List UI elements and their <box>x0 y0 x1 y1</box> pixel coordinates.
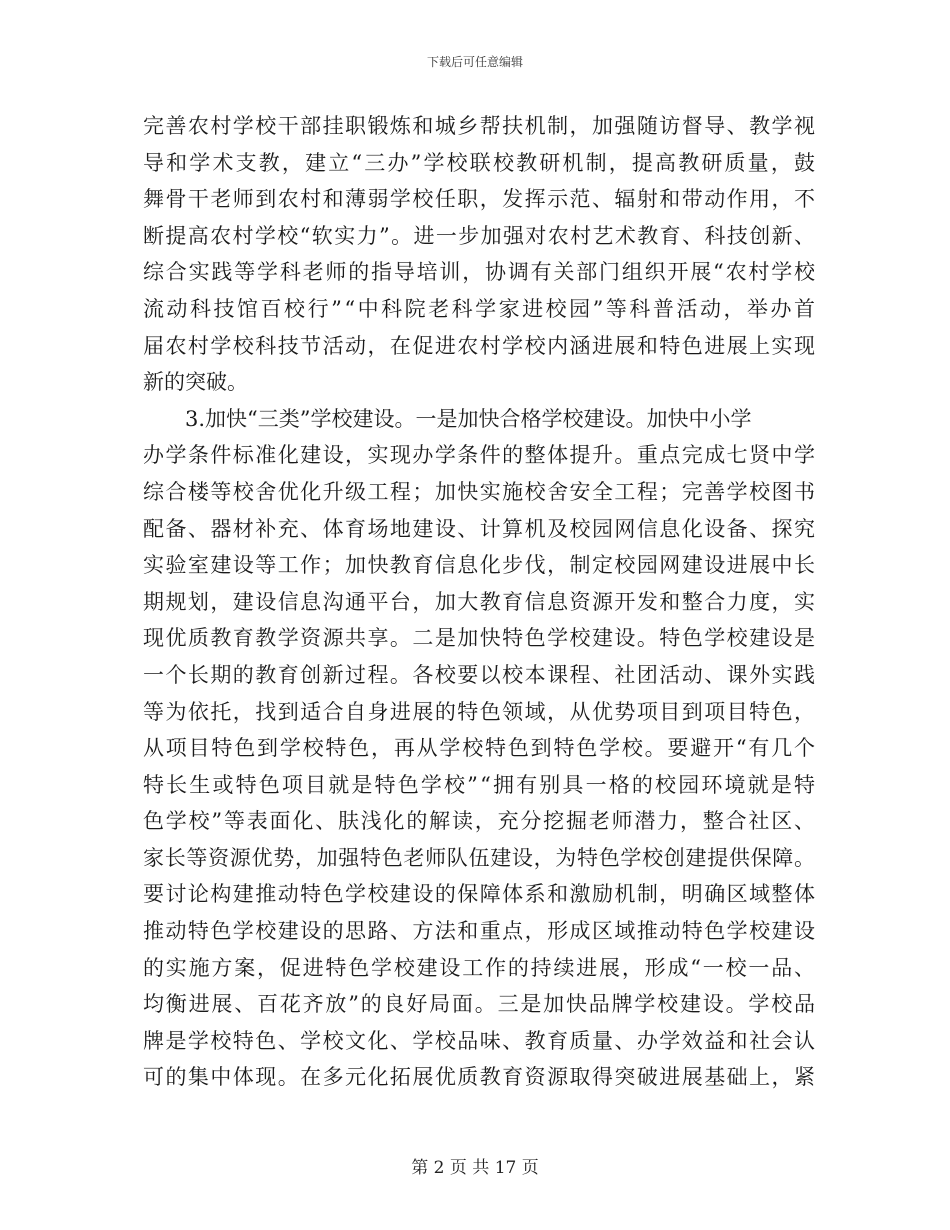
text-line: 届农村学校科技节活动，在促进农村学校内涵进展和特色进展上实现 <box>143 333 817 358</box>
text-line: 新的突破。 <box>143 370 248 395</box>
text-line: 牌是学校特色、学校文化、学校品味、教育质量、办学效益和社会认 <box>143 1028 817 1053</box>
text-line: 特长生或特色项目就是特色学校”“拥有别具一格的校园环境就是特 <box>143 772 818 797</box>
text-line: 实验室建设等工作；加快教育信息化步伐，制定校园网建设进展中长 <box>143 553 817 578</box>
text-line: 从项目特色到学校特色，再从学校特色到特色学校。要避开“有几个 <box>143 736 817 761</box>
text-line: 的实施方案，促进特色学校建设工作的持续进展，形成“一校一品、 <box>143 955 817 980</box>
text-line: 均衡进展、百花齐放”的良好局面。三是加快品牌学校建设。学校品 <box>143 992 817 1017</box>
text-line: 色学校”等表面化、肤浅化的解读，充分挖掘老师潜力，整合社区、 <box>143 809 817 834</box>
text-line: 期规划，建设信息沟通平台，加大教育信息资源开发和整合力度，实 <box>143 589 817 614</box>
text-line: 舞骨干老师到农村和薄弱学校任职，发挥示范、辐射和带动作用，不 <box>143 187 817 212</box>
paragraph-start-line: 3.加快“三类”学校建设。一是加快合格学校建设。加快中小学 <box>185 406 752 431</box>
text-line: 综合楼等校舍优化升级工程；加快实施校舍安全工程；完善学校图书 <box>143 479 817 504</box>
text-line: 完善农村学校干部挂职锻炼和城乡帮扶机制，加强随访督导、教学视 <box>143 114 817 138</box>
text-line: 综合实践等学科老师的指导培训，协调有关部门组织开展“农村学校 <box>143 260 817 285</box>
text-line: 配备、器材补充、体育场地建设、计算机及校园网信息化设备、探究 <box>143 516 817 541</box>
text-line: 导和学术支教，建立“三办”学校联校教研机制，提高教研质量，鼓 <box>143 150 818 175</box>
text-line: 现优质教育教学资源共享。二是加快特色学校建设。特色学校建设是 <box>143 626 817 651</box>
text-line: 流动科技馆百校行”“中科院老科学家进校园”等科普活动，举办首 <box>143 296 818 321</box>
text-line: 一个长期的教育创新过程。各校要以校本课程、社团活动、课外实践 <box>143 662 817 687</box>
text-line: 办学条件标准化建设，实现办学条件的整体提升。重点完成七贤中学 <box>143 443 817 468</box>
document-body <box>143 108 818 1096</box>
page-header: 下载后可任意编辑 <box>426 55 523 69</box>
page-number: 第 2 页 共 17 页 <box>411 1158 539 1178</box>
text-line: 等为依托，找到适合自身进展的特色领域，从优势项目到项目特色， <box>143 699 817 724</box>
text-line: 要讨论构建推动特色学校建设的保障体系和激励机制，明确区域整体 <box>143 882 817 907</box>
text-line: 断提高农村学校“软实力”。进一步加强对农村艺术教育、科技创新、 <box>143 223 817 248</box>
text-line: 家长等资源优势，加强特色老师队伍建设，为特色学校创建提供保障。 <box>143 845 816 870</box>
text-line: 推动特色学校建设的思路、方法和重点，形成区域推动特色学校建设 <box>143 919 817 944</box>
text-line: 可的集中体现。在多元化拓展优质教育资源取得突破进展基础上，紧 <box>143 1065 817 1090</box>
